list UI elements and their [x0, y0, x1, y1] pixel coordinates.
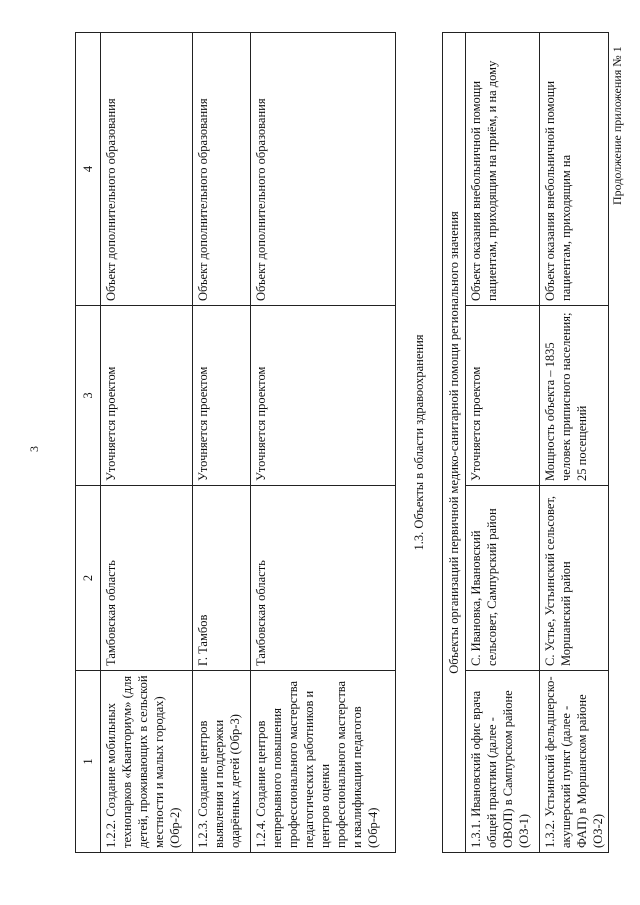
location-cell: С. Ивановка, Ивановский сельсовет, Сампурский район — [466, 486, 540, 671]
location-cell: Тамбовская область — [101, 486, 193, 671]
page-number: 3 — [27, 446, 41, 452]
characteristics-cell: Уточняется проектом — [193, 306, 251, 486]
characteristics-cell: Уточняется проектом — [101, 306, 193, 486]
column-number-row — [76, 33, 101, 853]
zone-cell: Объект дополнительного образования — [251, 33, 396, 306]
table-row — [466, 33, 540, 853]
characteristics-cell: Мощность объекта – 1835 человек приписного населения; 25 посещений — [540, 306, 609, 486]
subsection-title: Объекты организаций первичной медико-санитарной помощи регионального значения — [443, 33, 466, 853]
section-title-row — [396, 33, 443, 853]
location-cell: Г. Тамбов — [193, 486, 251, 671]
location-cell: С. Устье, Устьинский сельсовет, Моршанский район — [540, 486, 609, 671]
object-name-cell: 1.3.2. Устьинский фельдшерско-акушерский пункт (далее - ФАП) в Моршанском районе (ОЗ-2) — [540, 671, 609, 853]
characteristics-cell: Уточняется проектом — [251, 306, 396, 486]
zone-cell: Объект оказания внебольничной помощи пациентам, приходящим на приём, и на дому — [466, 33, 540, 306]
column-number-4: 4 — [76, 33, 101, 306]
objects-table — [75, 32, 609, 853]
zone-cell: Объект оказания внебольничной помощи пациентам, приходящим на — [540, 33, 609, 306]
table-row — [251, 33, 396, 853]
subsection-title-row — [443, 33, 466, 853]
location-cell: Тамбовская область — [251, 486, 396, 671]
object-name-cell: 1.3.1. Ивановский офис врача общей практики (далее - ОВОП) в Сампурском районе (ОЗ-1) — [466, 671, 540, 853]
column-number-2: 2 — [76, 486, 101, 671]
object-name-cell: 1.2.2. Создание мобильных технопарков «Кванториум» (для детей, проживающих в сельской местности и малых городах) (Обр-2) — [101, 671, 193, 853]
table-row — [540, 33, 609, 853]
characteristics-cell: Уточняется проектом — [466, 306, 540, 486]
table-row — [101, 33, 193, 853]
continuation-note: Продолжение приложения № 1 — [610, 46, 624, 205]
column-number-3: 3 — [76, 306, 101, 486]
zone-cell: Объект дополнительного образования — [101, 33, 193, 306]
rotated-table-container — [75, 33, 605, 853]
section-title: 1.3. Объекты в области здравоохранения — [396, 33, 443, 853]
column-number-1: 1 — [76, 671, 101, 853]
table-row — [193, 33, 251, 853]
zone-cell: Объект дополнительного образования — [193, 33, 251, 306]
object-name-cell: 1.2.4. Создание центров непрерывного повышения профессионального мастерства педагогических работников и центров оценки профессионального мастерства и квалификации педагогов (Обр-4) — [251, 671, 396, 853]
object-name-cell: 1.2.3. Создание центров выявления и поддержки одарённых детей (Обр-3) — [193, 671, 251, 853]
